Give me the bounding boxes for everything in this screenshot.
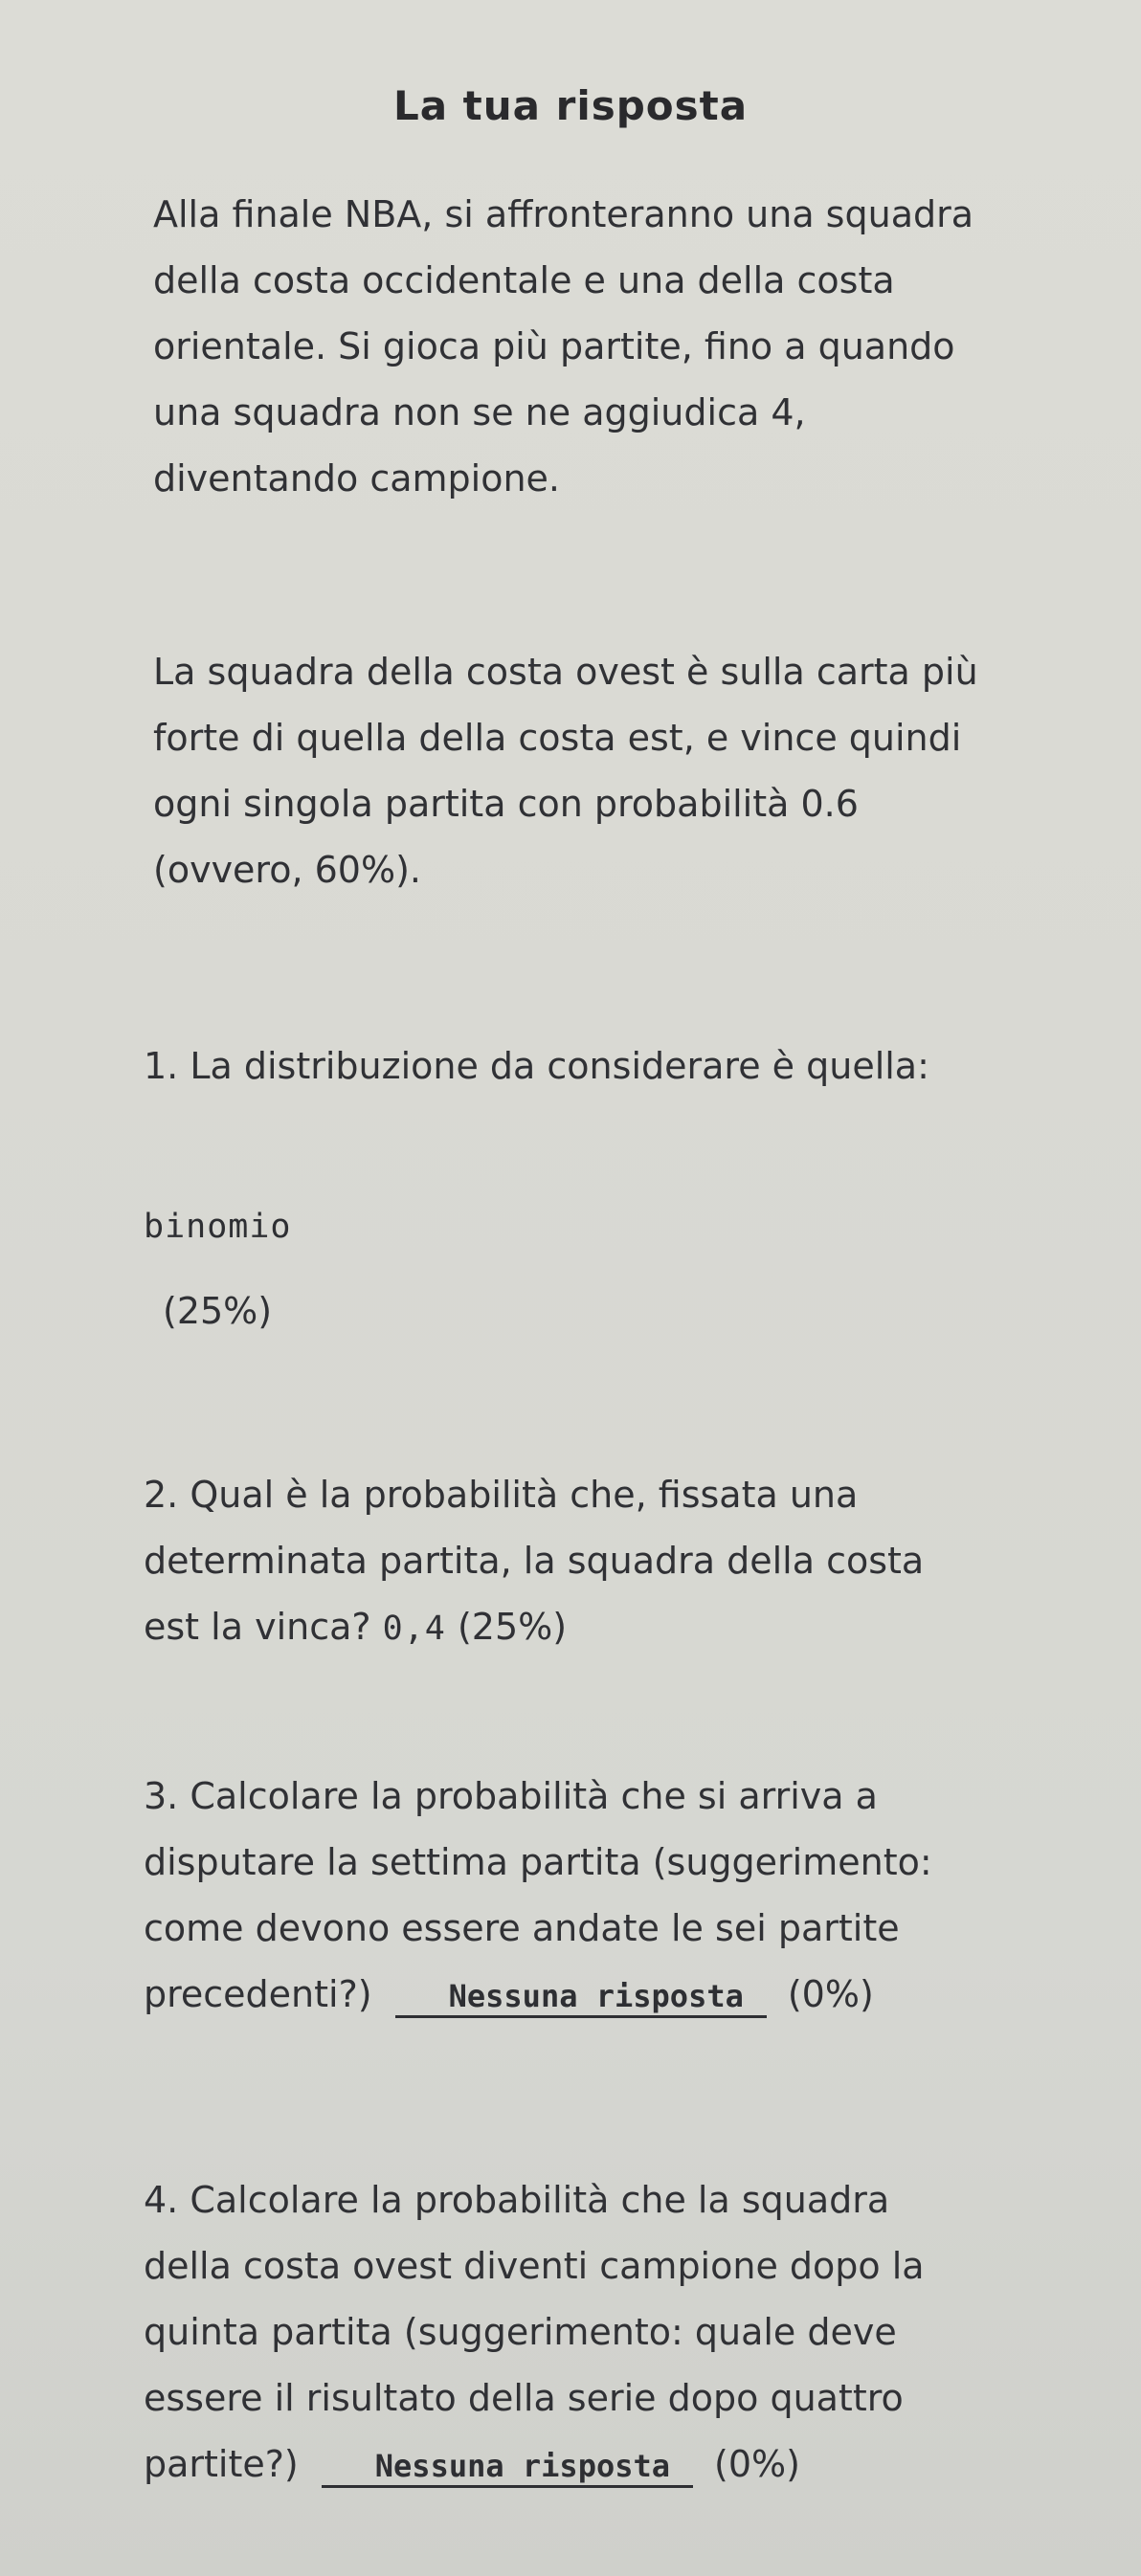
- context-line: forte di quella della costa est, e vince quindi: [153, 717, 962, 759]
- question-4-line: essere il risultato della serie dopo quattro: [144, 2377, 904, 2419]
- question-2-prefix: est la vinca?: [144, 1606, 371, 1648]
- question-4: [144, 2167, 1110, 2498]
- question-4-line: della costa ovest diventi campione dopo la: [144, 2245, 925, 2287]
- problem-intro: [153, 182, 1110, 512]
- question-2: [144, 1462, 1110, 1662]
- question-1: [144, 1033, 1110, 1099]
- question-1-text: 1. La distribuzione da considerare è quella:: [144, 1045, 929, 1087]
- question-3-line: 3. Calcolare la probabilità che si arriva a: [144, 1775, 878, 1817]
- intro-line: orientale. Si gioca più partite, fino a quando: [153, 325, 955, 367]
- question-4-score: (0%): [714, 2443, 800, 2485]
- problem-context: [153, 639, 1110, 903]
- question-3-line: [144, 1962, 1110, 2028]
- intro-line: diventando campione.: [153, 457, 561, 500]
- intro-line: una squadra non se ne aggiudica 4,: [153, 391, 806, 433]
- page-title: La tua risposta: [392, 82, 749, 129]
- question-2-score: (25%): [457, 1606, 568, 1648]
- question-3-line: come devono essere andate le sei partite: [144, 1907, 900, 1949]
- question-4-line: 4. Calcolare la probabilità che la squadra: [144, 2179, 890, 2221]
- context-line: (ovvero, 60%).: [153, 849, 421, 891]
- context-line: ogni singola partita con probabilità 0.6: [153, 783, 859, 825]
- question-3-prefix: precedenti?): [144, 1973, 372, 2015]
- question-4-answer-blank: Nessuna risposta: [322, 2447, 693, 2488]
- question-2-answer: 0,4: [382, 1610, 446, 1648]
- intro-line: Alla finale NBA, si affronteranno una squadra: [153, 193, 974, 235]
- context-line: La squadra della costa ovest è sulla carta più: [153, 651, 978, 693]
- question-3-score: (0%): [787, 1973, 874, 2015]
- question-3: [144, 1764, 1110, 2028]
- question-4-prefix: partite?): [144, 2443, 299, 2485]
- question-4-line: [144, 2432, 1110, 2498]
- question-1-score: (25%): [163, 1290, 273, 1332]
- question-2-line: 2. Qual è la probabilità che, fissata una: [144, 1474, 859, 1516]
- intro-line: della costa occidentale e una della costa: [153, 259, 895, 301]
- question-3-answer-blank: Nessuna risposta: [395, 1977, 767, 2018]
- question-4-line: quinta partita (suggerimento: quale deve: [144, 2311, 897, 2353]
- question-2-line: [144, 1594, 1110, 1662]
- question-2-line: determinata partita, la squadra della costa: [144, 1540, 925, 1582]
- question-3-line: disputare la settima partita (suggerimento:: [144, 1841, 932, 1883]
- question-1-answer: binomio: [144, 1208, 292, 1246]
